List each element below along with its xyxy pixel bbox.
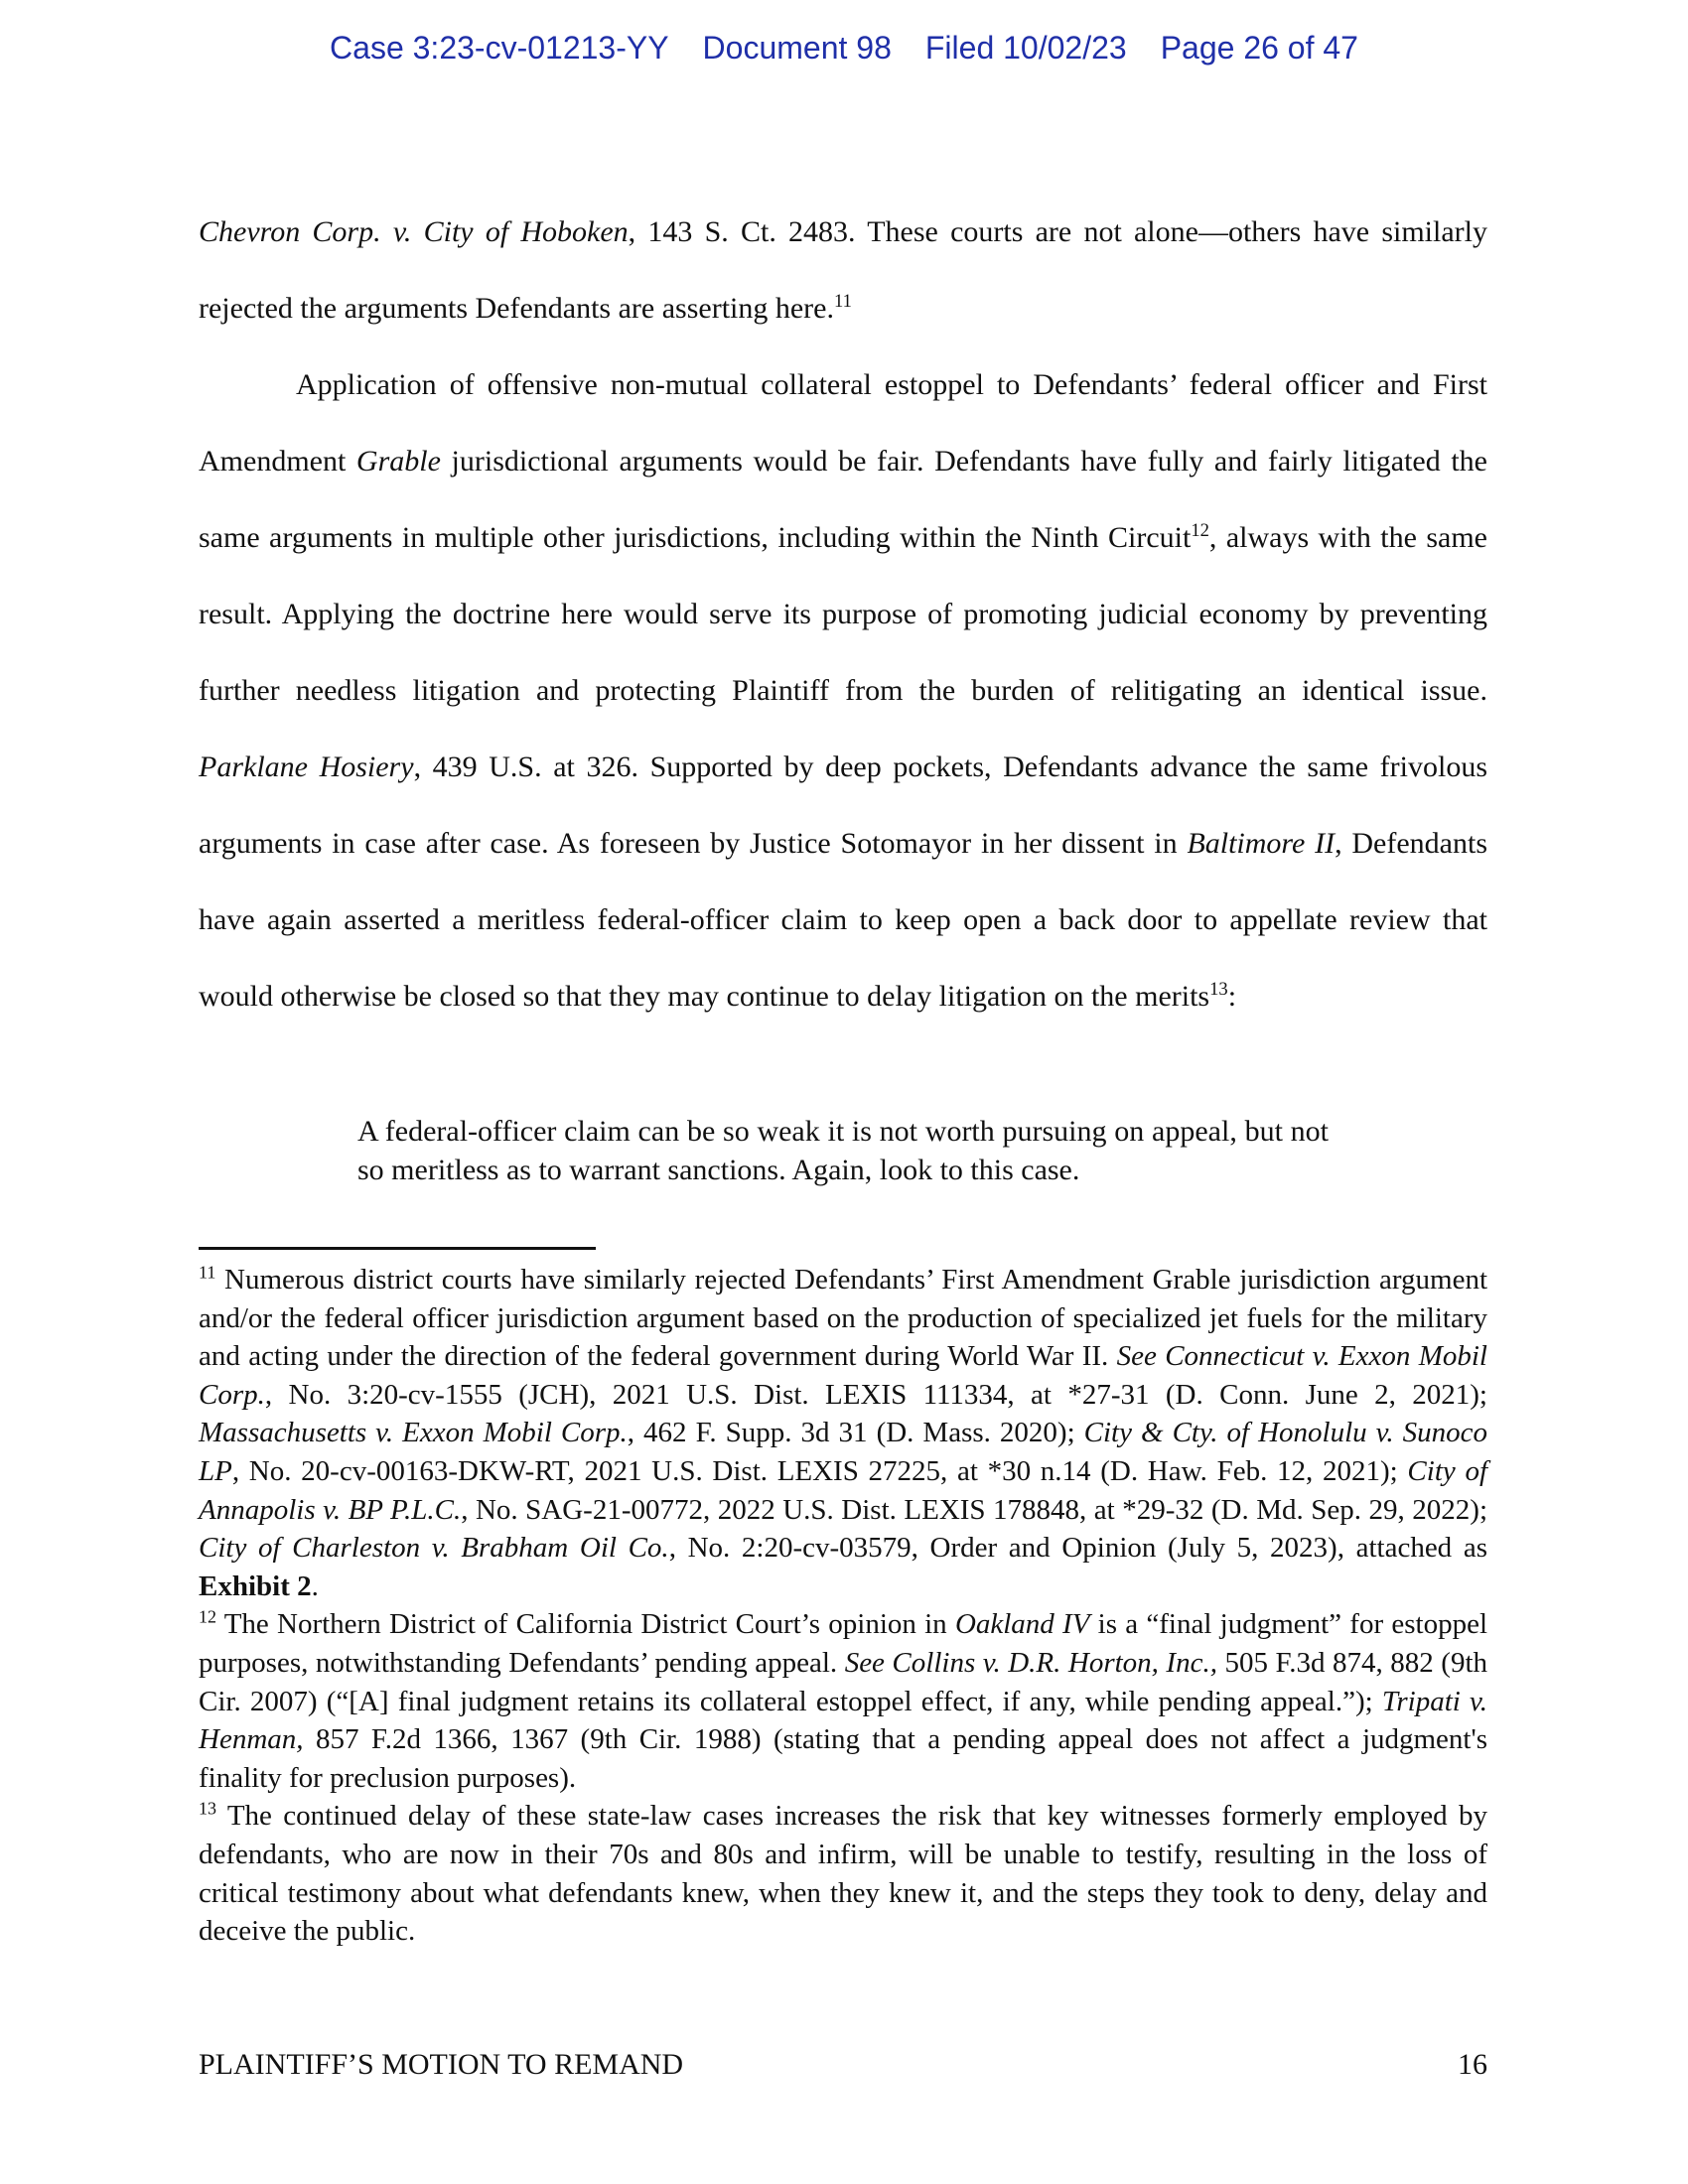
text-run: , No. 3:20-cv-1555 (JCH), 2021 U.S. Dist. LEXIS 111334, at *27-31 (D. Conn. June 2, 2021);: [264, 1378, 1487, 1411]
footnote-ref-12: 12: [1191, 520, 1209, 541]
case-citation: Massachusetts v. Exxon Mobil Corp.: [199, 1417, 628, 1449]
footnote-11: [199, 1261, 1487, 1605]
filed-date: Filed 10/02/23: [924, 30, 1127, 66]
text-run: , 143 S. Ct. 2483. These courts are not alone—others have similarly rejected the arguments Defendants are asserting here.: [199, 215, 1487, 325]
footnote-number: 12: [199, 1606, 216, 1627]
page-number: 16: [1458, 2048, 1487, 2081]
case-citation-grable: Grable: [355, 445, 441, 478]
text-run: jurisdictional arguments would be fair. Defendants have fully and fairly litigated the same arguments in multiple other jurisdictions, including within the Ninth Circuit: [199, 445, 1487, 554]
text-run: Application of offensive non-mutual collateral estoppel to Defendants’ federal officer and First Amendment: [199, 368, 1487, 478]
case-citation: City of Charleston v. Brabham Oil Co.: [199, 1532, 669, 1565]
page-footer: [199, 2047, 1487, 2083]
case-number: Case 3:23-cv-01213-YY: [330, 30, 669, 66]
block-quote: A federal-officer claim can be so weak it is not worth pursuing on appeal, but not so meritless as to warrant sanctions. Again, look to this case.: [357, 1115, 1329, 1186]
document-number: Document 98: [702, 30, 892, 66]
text-run: The continued delay of these state-law cases increases the risk that key witnesses formerly employed by defendants, who are now in their 70s and 80s and infirm, will be unable to testify, resulting in the loss of critical testimony about what defendants knew, when they knew it, and the steps they took to deny, delay and deceive the public.: [199, 1800, 1487, 1948]
footnote-13: [199, 1797, 1487, 1950]
case-citation-baltimore: Baltimore II: [1187, 827, 1336, 860]
footnote-ref-13: 13: [1209, 979, 1228, 1000]
paragraph-1: [199, 194, 1487, 346]
footnote-number: 13: [199, 1798, 216, 1819]
case-citation-parklane: Parklane Hosiery: [199, 751, 414, 783]
text-run: :: [1227, 980, 1237, 1013]
exhibit-label: Exhibit 2: [199, 1570, 312, 1602]
paragraph-2: [199, 346, 1487, 1034]
body-text: [199, 194, 1487, 1034]
document-title: PLAINTIFF’S MOTION TO REMAND: [199, 2048, 684, 2081]
text-run: The Northern District of California District Court’s opinion in: [215, 1608, 955, 1641]
case-citation-chevron: Chevron Corp. v. City of Hoboken: [199, 215, 629, 248]
case-citation: Tripati v. Henman,: [199, 1685, 1487, 1756]
footnote-number: 11: [199, 1262, 216, 1283]
case-citation: See Connecticut v. Exxon Mobil Corp.: [199, 1340, 1487, 1411]
case-citation: See Collins v. D.R. Horton, Inc.,: [844, 1646, 1217, 1679]
text-run: is a “final judgment” for estoppel purposes, notwithstanding Defendants’ pending appeal.: [199, 1608, 1488, 1679]
text-run: , 439 U.S. at 326. Supported by deep pockets, Defendants advance the same frivolous arguments in case after case. As foreseen by Justice Sotomayor in her dissent in: [199, 751, 1487, 860]
case-citation: City & Cty. of Honolulu v. Sunoco LP: [199, 1417, 1488, 1487]
text-run: Numerous district courts have similarly rejected Defendants’ First Amendment Grable jurisdiction argument and/or the federal officer jurisdiction argument based on the production of specialized jet fuels for the military and acting under the direction of the federal government during World War II.: [199, 1264, 1487, 1373]
text-run: , Defendants have again asserted a meritless federal-officer claim to keep open a back door to appellate review that would otherwise be closed so that they may continue to delay litigation on the merits: [199, 827, 1487, 1013]
text-run: , No. SAG-21-00772, 2022 U.S. Dist. LEXIS 178848, at *29-32 (D. Md. Sep. 29, 2022);: [461, 1493, 1488, 1526]
court-filing-header: [0, 30, 1688, 67]
footnote-12: [199, 1605, 1487, 1797]
text-run: , always with the same result. Applying the doctrine here would serve its purpose of promoting judicial economy by preventing further needless litigation and protecting Plaintiff from the burden of relitigating an identical issue.: [199, 521, 1487, 707]
text-run: , No. 20-cv-00163-DKW-RT, 2021 U.S. Dist. LEXIS 27225, at *30 n.14 (D. Haw. Feb. 12, 2021);: [231, 1454, 1408, 1487]
footnotes: [199, 1261, 1487, 1951]
footnote-ref-11: 11: [834, 291, 852, 312]
text-run: , 462 F. Supp. 3d 31 (D. Mass. 2020);: [627, 1417, 1084, 1449]
text-run: 505 F.3d 874, 882 (9th Cir. 2007) (“[A] final judgment retains its collateral estoppel effect, if any, while pending appeal.”);: [199, 1646, 1487, 1717]
case-citation: City of Annapolis v. BP P.L.C.: [199, 1454, 1488, 1526]
text-run: .: [311, 1570, 319, 1602]
page-of-total: Page 26 of 47: [1160, 30, 1358, 66]
text-run: , No. 2:20-cv-03579, Order and Opinion (July 5, 2023), attached as: [668, 1532, 1487, 1565]
text-run: 857 F.2d 1366, 1367 (9th Cir. 1988) (stating that a pending appeal does not affect a judgment's finality for preclusion purposes).: [199, 1723, 1487, 1794]
footnote-separator: [199, 1247, 596, 1250]
case-citation: Oakland IV: [954, 1608, 1090, 1641]
